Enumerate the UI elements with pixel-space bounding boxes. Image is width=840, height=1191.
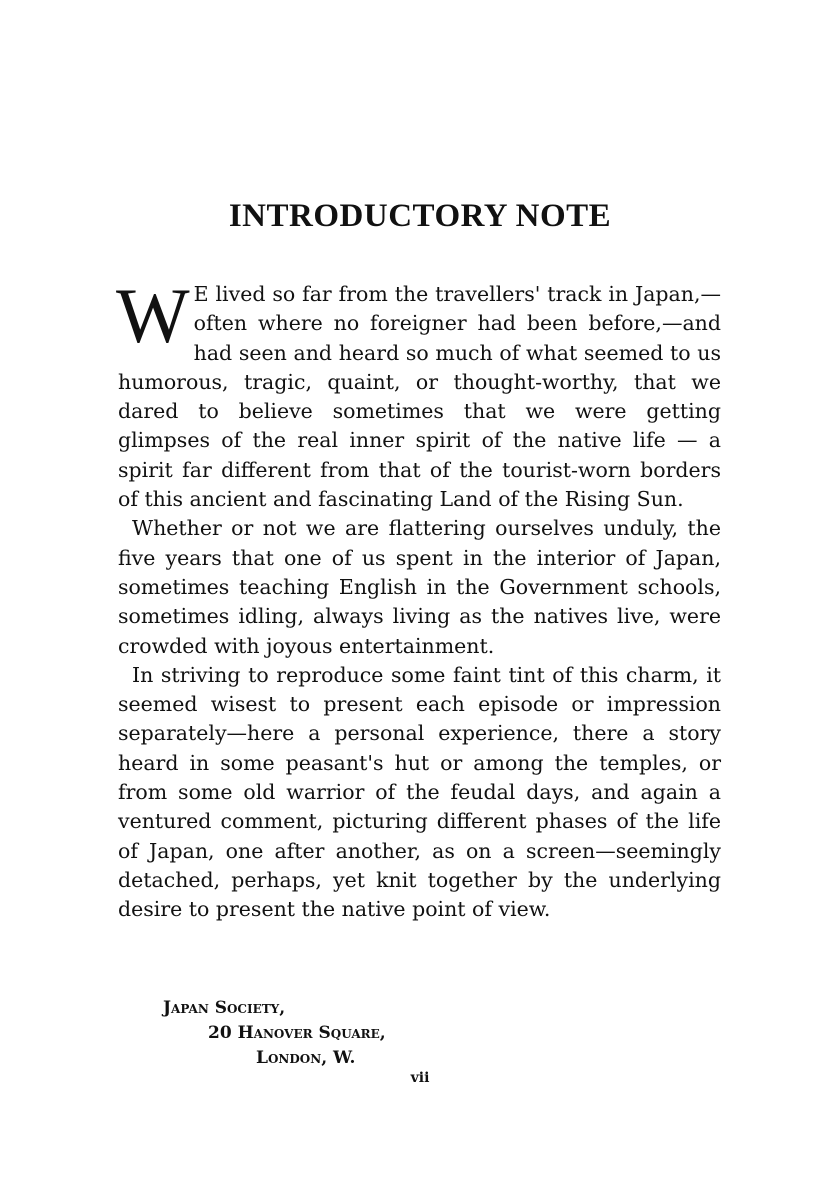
introductory-text bbox=[116, 272, 721, 925]
page-title: INTRODUCTORY NOTE bbox=[228, 198, 612, 234]
paragraph-3: In striving to reproduce some faint tint of this charm, it seemed wisest to present each episode or impression separately—here a personal experience, there a story heard in some peasant's hut or among the temples, or from some old warrior of the feudal days, and again a ventured comment, picturing different phases of the life of Japan, one after another, as on a screen—seemingly detached, perhaps, yet knit together by the underlying desire to present the native point of view. bbox=[118, 662, 721, 922]
page-number: vii bbox=[410, 1070, 430, 1086]
signature-line-3: London, W. bbox=[256, 1048, 356, 1068]
paragraph-1 bbox=[116, 272, 721, 514]
paragraph-2: Whether or not we are flattering ourselves unduly, the five years that one of us spent in the interior of Japan, sometimes teaching English in the Government schools, sometimes idling, always living as the natives live, were crowded with joyous entertainment. bbox=[118, 516, 721, 658]
signature-line-2: 20 Hanover Square, bbox=[208, 1023, 386, 1043]
signature-block bbox=[0, 996, 840, 1071]
drop-cap: W bbox=[116, 272, 190, 359]
paragraph-1-text: lived so far from the travellers' track in Japan,—often where no foreigner had been before,—and had seen and heard so much of what seemed to us humorous, tragic, quaint, or thought-worthy, that we dared to believe sometimes that we were getting glimpses of the real inner spirit of the native life — a spirit far different from that of the tourist-worn borders of this ancient and fascinating Land of the Rising Sun. bbox=[118, 282, 721, 512]
signature-line-1: Japan Society, bbox=[163, 998, 286, 1018]
paragraph-1-first-letters: E bbox=[193, 282, 209, 306]
